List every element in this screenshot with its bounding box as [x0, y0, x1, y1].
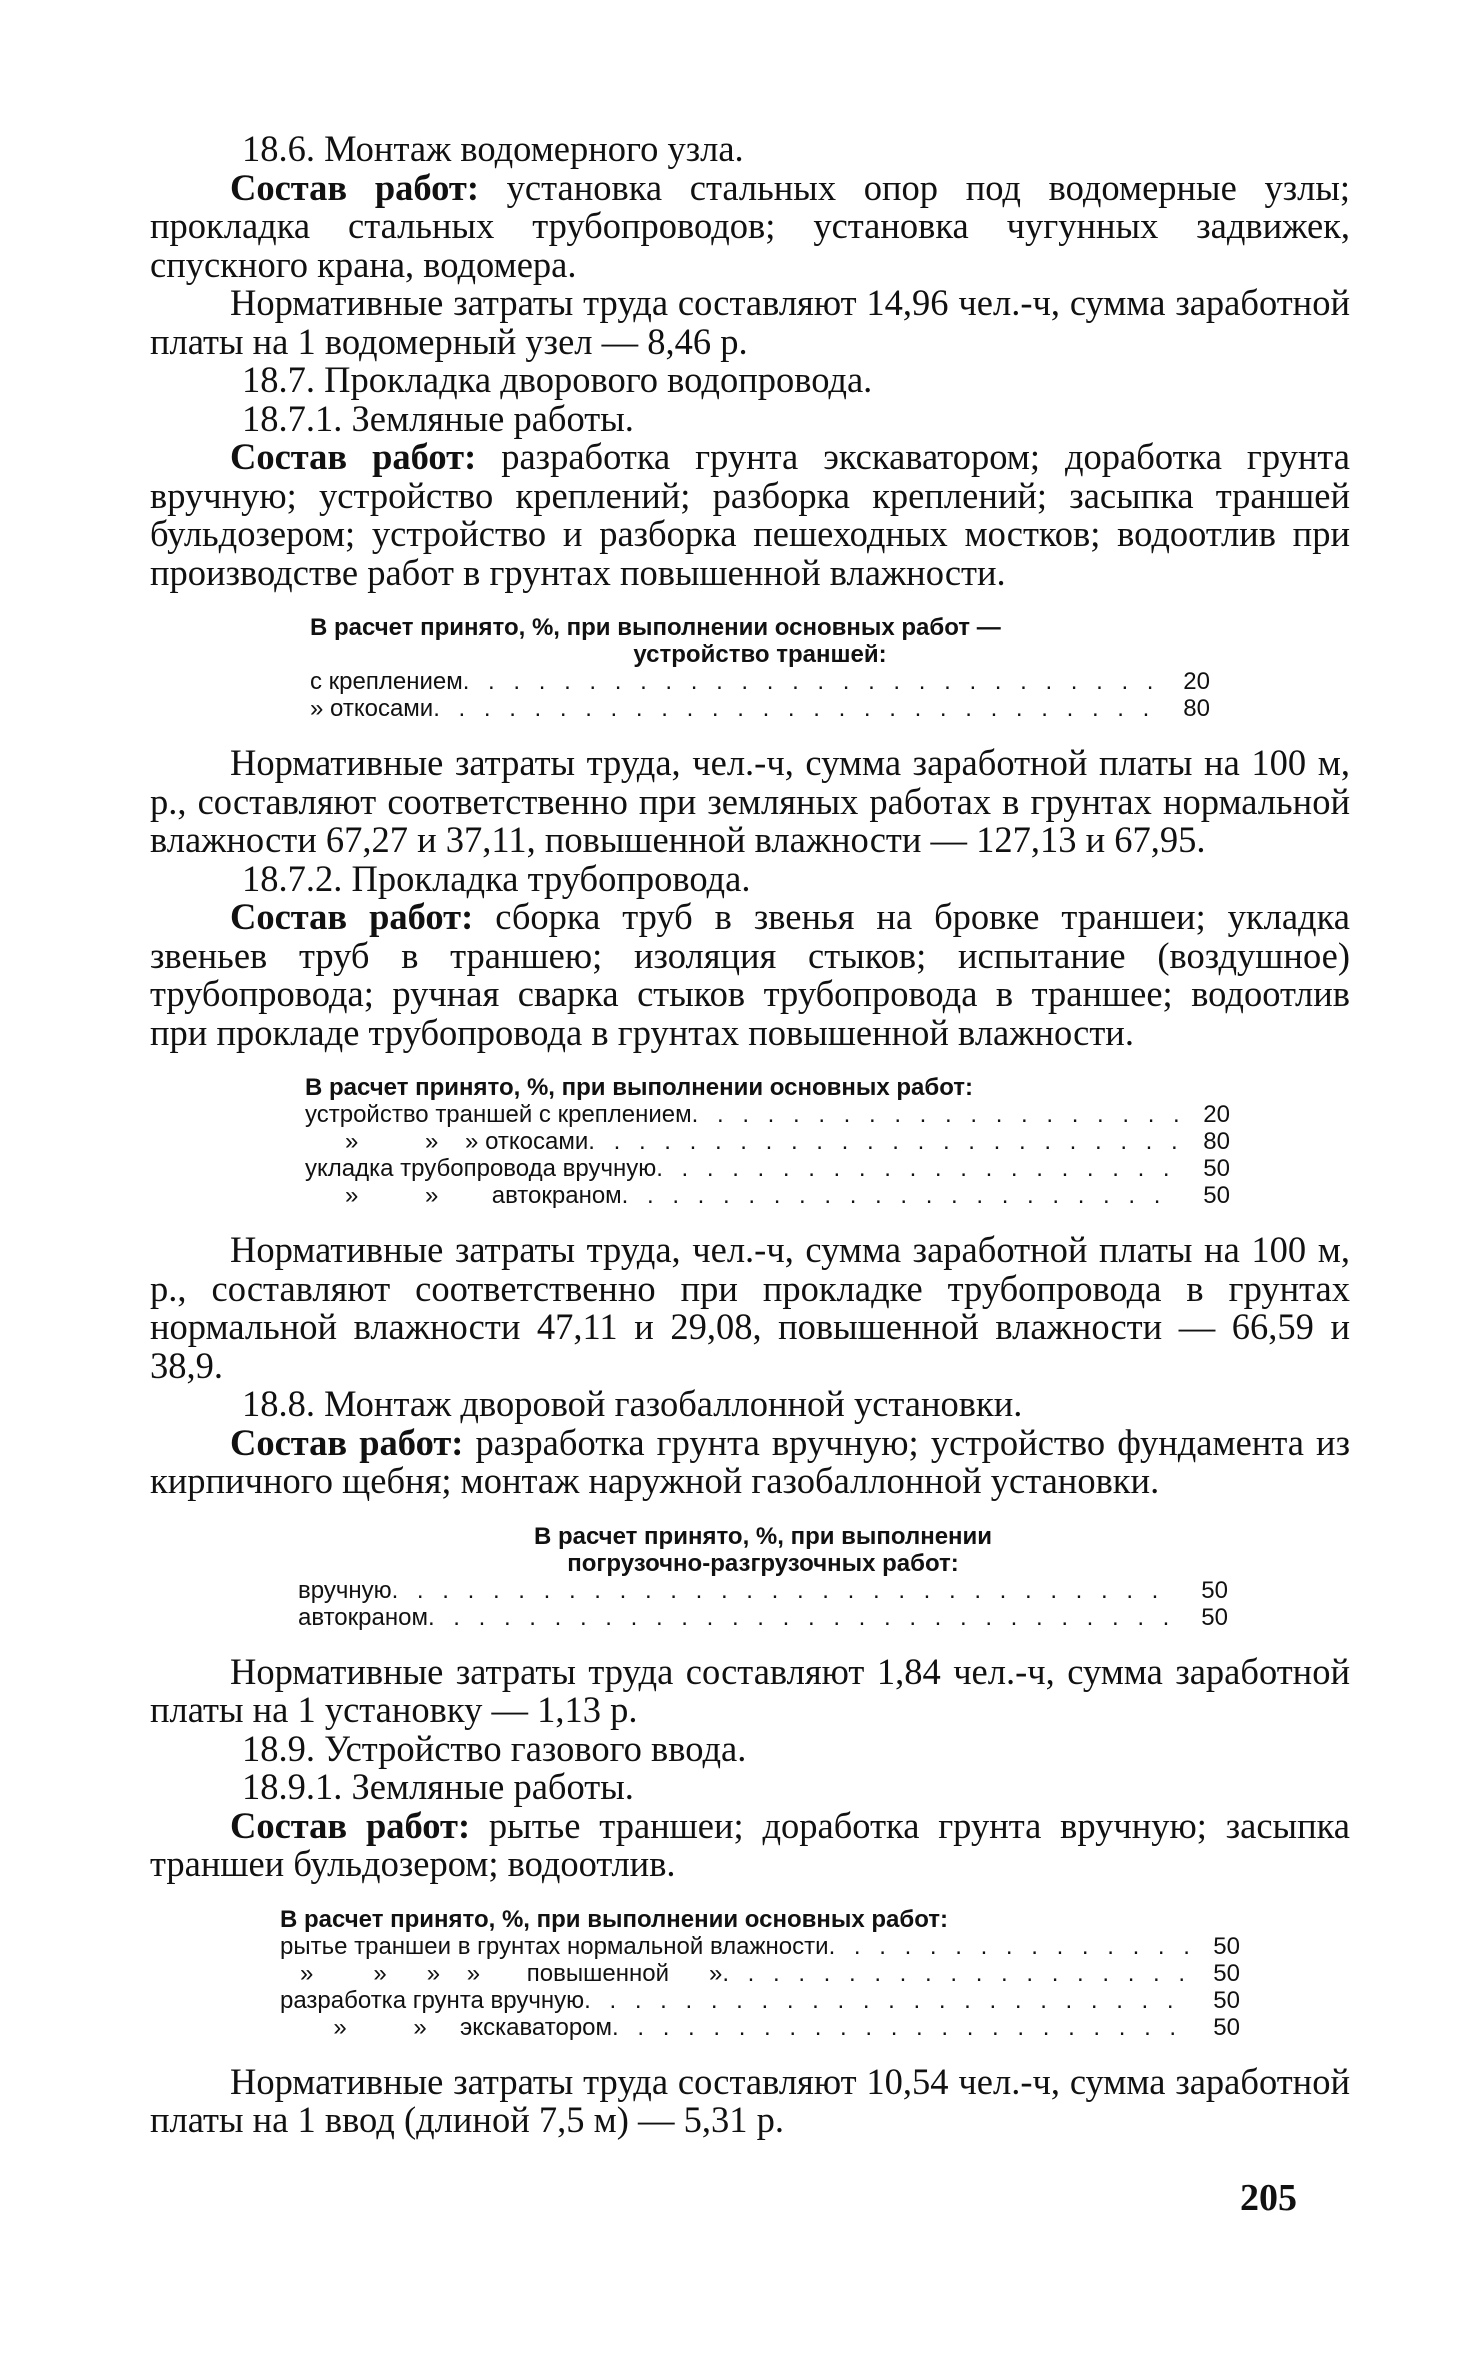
composition-text: сборка труб в звенья на бровке траншеи; укладка звеньев труб в траншею; изоляция стыков; испытание (воздушное) трубопровода; ручная сварка стыков трубопровода в траншее; водоотлив при прокладе трубопровода в грунтах повышенной влажности.	[150, 896, 1350, 1053]
composition-text: рытье траншеи; доработка грунта вручную; засыпка траншеи бульдозером; водоотлив.	[150, 1804, 1350, 1884]
section-18-7-title: 18.7. Прокладка дворового водопровода.	[242, 359, 873, 400]
section-18-9-1-title: 18.9.1. Земляные работы.	[242, 1766, 634, 1807]
section-18-7-1-composition	[150, 438, 1350, 592]
composition-label: Состав работ:	[230, 436, 477, 477]
section-18-9-1-norm: Нормативные затраты труда составляют 10,54 чел.-ч, сумма заработной платы на 1 ввод (длиной 7,5 м) — 5,31 р.	[150, 2060, 1350, 2140]
section-18-6-title: 18.6. Монтаж водомерного узла.	[242, 128, 744, 169]
page-body	[150, 130, 1350, 2140]
section-18-7-1-title: 18.7.1. Земляные работы.	[242, 397, 634, 439]
table-18-7-2	[305, 1074, 1230, 1209]
section-18-6-composition	[150, 166, 1350, 285]
table-row: автокраном . . . 50	[298, 1604, 1228, 1631]
section-18-9-title: 18.9. Устройство газового ввода.	[242, 1727, 747, 1769]
table-caption: В расчет принято, %, при выполнении основных работ:	[280, 1905, 949, 1933]
table-row: устройство траншей с креплением . . . 20	[305, 1101, 1230, 1128]
table-caption: В расчет принято, %, при выполнении	[533, 1522, 993, 1550]
composition-text: установка стальных опор под водомерные узлы; прокладка стальных трубопроводов; установка чугунных задвижек, спускного крана, водомера.	[150, 166, 1350, 285]
composition-text: разработка грунта вручную; устройство фундамента из кирпичного щебня; монтаж наружной газобаллонной установки.	[150, 1421, 1350, 1501]
section-18-7-2-title: 18.7.2. Прокладка трубопровода.	[242, 857, 751, 899]
table-18-9-1	[280, 1906, 1240, 2041]
table-row: рытье траншеи в грунтах нормальной влажности . . . 50	[280, 1933, 1240, 1960]
table-row: укладка трубопровода вручную . . . 50	[305, 1155, 1230, 1182]
page-number: 205	[1240, 2177, 1297, 2219]
section-18-8-composition	[150, 1421, 1350, 1501]
table-row: » » » » повышенной » . . . 50	[280, 1960, 1240, 1987]
section-18-6-norm: Нормативные затраты труда составляют 14,96 чел.-ч, сумма заработной платы на 1 водомерный узел — 8,46 р.	[150, 282, 1350, 362]
table-caption: В расчет принято, %, при выполнении основных работ —	[310, 614, 1001, 641]
table-18-7-1	[310, 614, 1210, 722]
table-caption-2: погрузочно-разгрузочных работ:	[567, 1549, 959, 1577]
composition-label: Состав работ:	[230, 166, 479, 208]
section-18-7-2-composition	[150, 898, 1350, 1052]
table-row: разработка грунта вручную . . . 50	[280, 1987, 1240, 2014]
table-row: » » автокраном . . . 50	[305, 1182, 1230, 1209]
composition-label: Состав работ:	[230, 1804, 471, 1846]
composition-label: Состав работ:	[230, 1421, 464, 1463]
section-18-7-2-norm: Нормативные затраты труда, чел.-ч, сумма заработной платы на 100 м, р., составляют соответственно при прокладке трубопровода в грунтах нормальной влажности 47,11 и 29,08, повышенной влажности — 66,59 и 38,9.	[150, 1229, 1350, 1386]
table-row: » » экскаватором . . . 50	[280, 2014, 1240, 2041]
table-caption-2: устройство траншей:	[633, 641, 887, 668]
section-18-8-title: 18.8. Монтаж дворовой газобаллонной установки.	[242, 1383, 1023, 1424]
section-18-7-1-norm: Нормативные затраты труда, чел.-ч, сумма заработной платы на 100 м, р., составляют соответственно при земляных работах в грунтах нормальной влажности 67,27 и 37,11, повышенной влажности — 127,13 и 67,95.	[150, 742, 1350, 860]
table-row: » » » откосами . . . 80	[305, 1128, 1230, 1155]
table-row: с креплением . . . 20	[310, 668, 1210, 695]
table-row: вручную . . . 50	[298, 1577, 1228, 1604]
composition-text: разработка грунта экскаватором; доработка грунта вручную; устройство креплений; разборка креплений; засыпка траншей бульдозером; устройство и разборка пешеходных мостков; водоотлив при производстве работ в грунтах повышенной влажности.	[150, 436, 1350, 593]
section-18-8-norm: Нормативные затраты труда составляют 1,84 чел.-ч, сумма заработной платы на 1 установку — 1,13 р.	[150, 1650, 1350, 1730]
composition-label: Состав работ:	[230, 896, 474, 937]
section-18-9-1-composition	[150, 1804, 1350, 1884]
table-18-8	[298, 1523, 1228, 1631]
table-row: » откосами . . . 80	[310, 695, 1210, 722]
table-caption: В расчет принято, %, при выполнении основных работ:	[305, 1074, 974, 1101]
